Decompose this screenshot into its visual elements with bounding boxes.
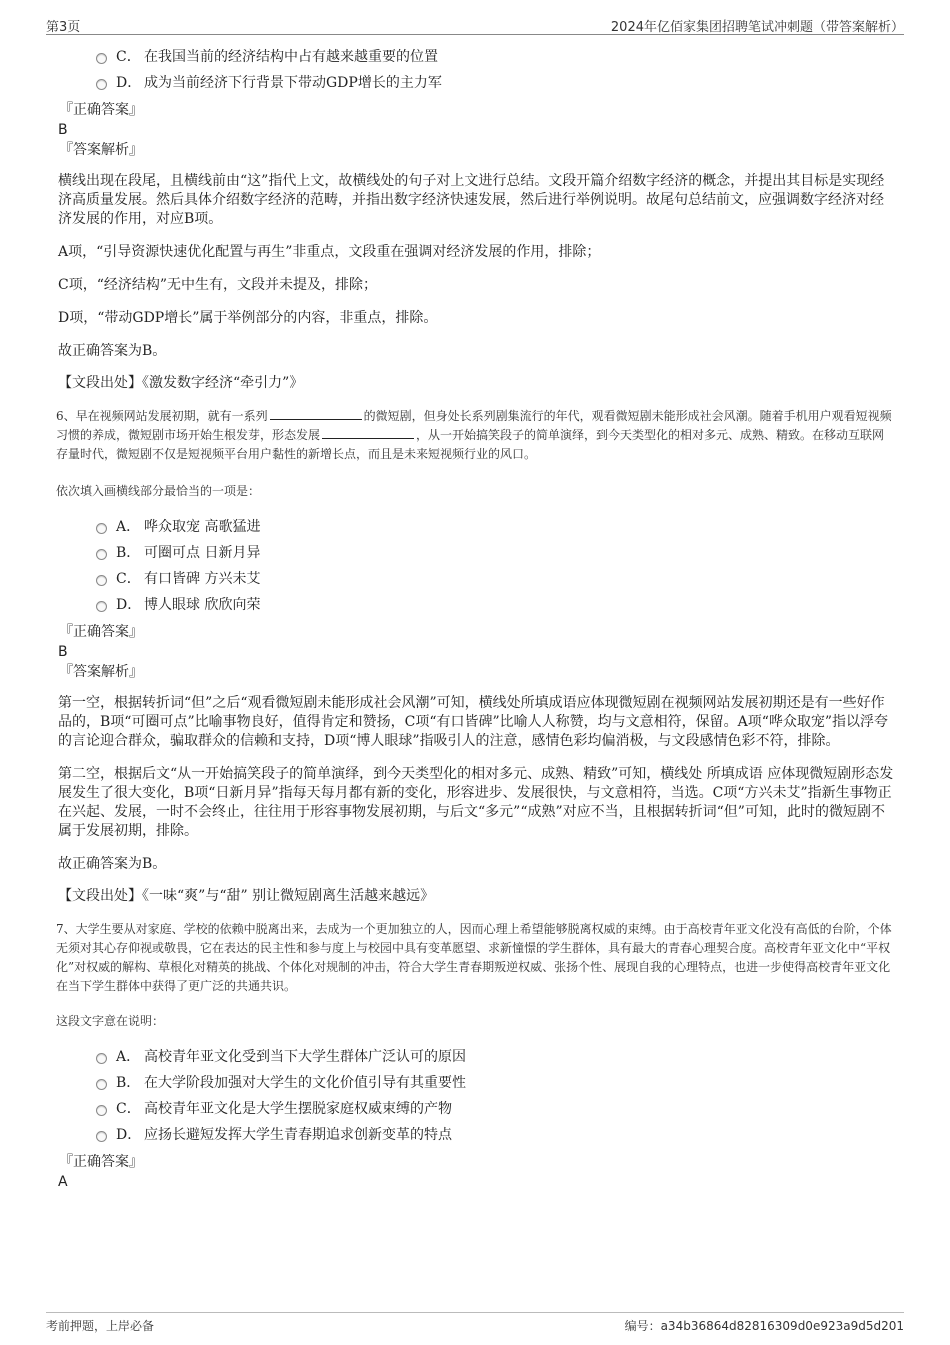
- q6-option-c[interactable]: C． 有口皆碑 方兴未艾: [96, 566, 896, 592]
- radio-icon[interactable]: [96, 575, 107, 586]
- q7-answer-label: 『正确答案』: [59, 1154, 143, 1170]
- q5-analysis-p3: C项，“经济结构”无中生有，文段并未提及，排除；: [58, 277, 378, 293]
- q7-question-text: 7、大学生要从对家庭、学校的依赖中脱离出来，去成为一个更加独立的人，因而心理上希望能够脱离权威的束缚。由于高校青年亚文化没有高低的台阶，个体无须对其心存仰视或敬畏，它在表达的民主性和参与度上与校园中具有变革愿望、求新憧憬的学生群体，具有最大的青春心理契合度。高校青年亚文化中“平权化”对权威的解构、草根化对精英的挑战、个体化对规制的冲击，符合大学生青春期叛逆权威、张扬个性、展现自我的心理特点，也进一步使得高校青年亚文化在当下学生群体中获得了更广泛的共通共识。: [56, 922, 892, 993]
- radio-icon[interactable]: [96, 1079, 107, 1090]
- blank-2: [322, 426, 414, 439]
- q6-answer-label: 『正确答案』: [59, 624, 143, 640]
- q5-analysis-p5: 故正确答案为B。: [58, 343, 167, 359]
- q6-analysis-p2: 第二空，根据后文“从一开始搞笑段子的简单演绎，到今天类型化的相对多元、成熟、精致”可知，横线处 所填成语 应体现微短剧形态发展发生了很大变化，B项“日新月异”指每天每月都有新的变化，形容进步、发展很快，与文意相符，当选。C项“方兴未艾”指新生事物正在兴起、发展，一时不会终止，往往用于形容事物发展初期，与后文“多元”“成熟”对应不当，且根据转折词“但”可知，此时的微短剧不属于发展初期，排除。: [58, 766, 894, 839]
- radio-icon[interactable]: [96, 1053, 107, 1064]
- q5-answer: B: [58, 122, 68, 138]
- q5-analysis-p2: A项，“引导资源快速优化配置与再生”非重点，文段重在强调对经济发展的作用，排除；: [58, 244, 601, 260]
- q6-analysis-p3: 故正确答案为B。: [58, 856, 167, 872]
- q6-option-a[interactable]: A． 哗众取宠 高歌猛进: [96, 514, 896, 540]
- document-title: 2024年亿佰家集团招聘笔试冲刺题（带答案解析）: [610, 20, 904, 35]
- q5-option-c[interactable]: C． 在我国当前的经济结构中占有越来越重要的位置: [96, 44, 896, 70]
- radio-icon[interactable]: [96, 601, 107, 612]
- q6-source: 【文段出处】《一味“爽”与“甜” 别让微短剧离生活越来越远》: [58, 888, 435, 904]
- q7-option-a[interactable]: A． 高校青年亚文化受到当下大学生群体广泛认可的原因: [96, 1044, 896, 1070]
- q7-prompt: 这段文字意在说明：: [56, 1014, 165, 1028]
- q7-option-c[interactable]: C． 高校青年亚文化是大学生摆脱家庭权威束缚的产物: [96, 1096, 896, 1122]
- q7-option-d[interactable]: D． 应扬长避短发挥大学生青春期追求创新变革的特点: [96, 1122, 896, 1148]
- q7-option-b[interactable]: B． 在大学阶段加强对大学生的文化价值引导有其重要性: [96, 1070, 896, 1096]
- page-header: [46, 14, 904, 35]
- q6-prompt: 依次填入画横线部分最恰当的一项是：: [56, 484, 261, 498]
- q6-answer: B: [58, 644, 68, 660]
- q6-question-text: 6、早在视频网站发展初期，就有一系列 的微短剧，但身处长系列剧集流行的年代，观看微短剧未能形成社会风潮。随着手机用户观看短视频习惯的养成，微短剧市场开始生根发芽，形态发展 ，从一开始搞笑段子的简单演绎，到今天类型化的相对多元、成熟、精致。在移动互联网存量时代，微短剧不仅是短视频平台用户黏性的新增长点，而且是未来短视频行业的风口。: [56, 409, 892, 461]
- q5-analysis-p1: 横线出现在段尾，且横线前由“这”指代上文，故横线处的句子对上文进行总结。文段开篇介绍数字经济的概念，并提出其目标是实现经济高质量发展。然后具体介绍数字经济的范畴，并指出数字经济快速发展，然后进行举例说明。故尾句总结前文，应强调数字经济对经济发展的作用，对应B项。: [58, 173, 885, 227]
- q5-options: [96, 44, 896, 96]
- q7-answer: A: [58, 1174, 68, 1190]
- page-number: 第3页: [46, 20, 81, 35]
- q5-analysis-label: 『答案解析』: [59, 142, 143, 158]
- blank-1: [270, 407, 362, 420]
- q7-options: [96, 1044, 896, 1148]
- radio-icon[interactable]: [96, 1131, 107, 1142]
- q5-source: 【文段出处】《激发数字经济“牵引力”》: [58, 375, 304, 391]
- q5-analysis: [56, 172, 896, 361]
- q6-analysis-label: 『答案解析』: [59, 664, 143, 680]
- q5-answer-label: 『正确答案』: [59, 102, 143, 118]
- main-content: [56, 44, 896, 1192]
- radio-icon[interactable]: [96, 53, 107, 64]
- q6-options: [96, 514, 896, 618]
- radio-icon[interactable]: [96, 79, 107, 90]
- q5-option-d[interactable]: D． 成为当前经济下行背景下带动GDP增长的主力军: [96, 70, 896, 96]
- q6-option-d[interactable]: D． 博人眼球 欣欣向荣: [96, 592, 896, 618]
- radio-icon[interactable]: [96, 1105, 107, 1116]
- q5-analysis-p4: D项，“带动GDP增长”属于举例部分的内容，非重点，排除。: [58, 310, 438, 326]
- radio-icon[interactable]: [96, 549, 107, 560]
- footer-slogan: 考前押题，上岸必备: [46, 1319, 155, 1333]
- radio-icon[interactable]: [96, 523, 107, 534]
- q6-analysis-p1: 第一空，根据转折词“但”之后“观看微短剧未能形成社会风潮”可知，横线处所填成语应体现微短剧在视频网站发展初期还是有一些好作品的，B项“可圈可点”比喻事物良好，值得肯定和赞扬，C项“有口皆碑”比喻人人称赞，均与文意相符，保留。A项“哗众取宠”指以浮夸的言论迎合群众，骗取群众的信赖和支持，D项“博人眼球”指吸引人的注意，感情色彩均偏消极，与文段感情色彩不符，排除。: [58, 695, 889, 749]
- page-footer: [46, 1312, 904, 1335]
- footer-serial-number: 编号：a34b36864d82816309d0e923a9d5d201: [624, 1319, 904, 1333]
- q6-analysis: [56, 694, 896, 874]
- q6-option-b[interactable]: B． 可圈可点 日新月异: [96, 540, 896, 566]
